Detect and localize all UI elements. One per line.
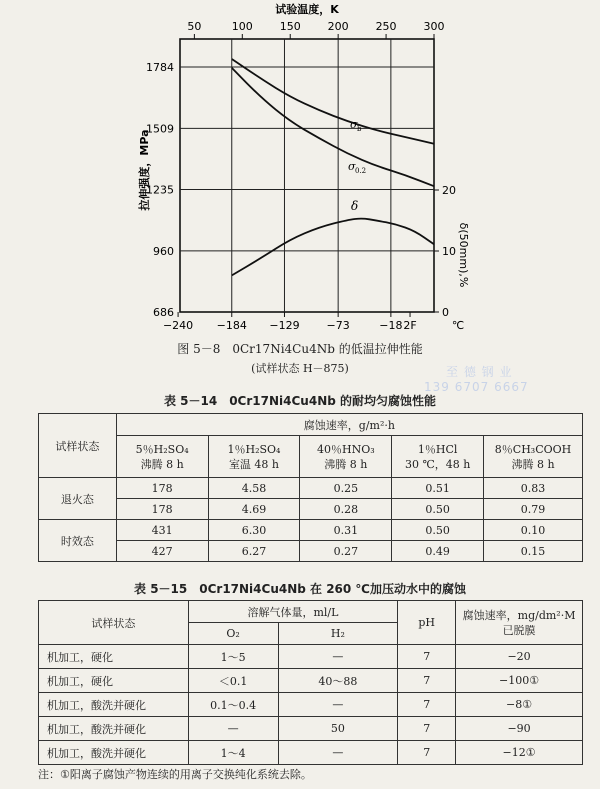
t1-col-medium: 5％H₂SO₄	[135, 442, 189, 456]
t1-value-cell: 4.58	[208, 478, 300, 499]
t1-col-condition: 沸腾 8 h	[140, 457, 184, 471]
t1-value-cell: 0.79	[484, 499, 583, 520]
y-axis-title-left: 拉伸强度，MPa	[138, 129, 151, 211]
x-axis-title-top: 试验温度，K	[275, 3, 339, 16]
t1-value-cell: 0.49	[392, 541, 484, 562]
t1-col-condition: 室温 48 h	[228, 457, 280, 471]
x-tick-label-bottom: −18	[379, 319, 403, 332]
series-label-sigma-b: σ	[350, 118, 358, 131]
series-line-σb	[232, 59, 434, 144]
table-row	[39, 693, 583, 717]
x-tick-label-top: 250	[375, 20, 397, 33]
t1-value-cell: 178	[116, 499, 208, 520]
y-axis-title-right: δ(50mm),%	[457, 222, 470, 288]
table-footnote: 注：①阳离子腐蚀产物连续的用离子交换纯化系统去除。	[38, 768, 312, 781]
t1-value-cell: 0.28	[300, 499, 392, 520]
table-row	[39, 541, 583, 562]
t1-col-medium: 40％HNO₃	[317, 442, 375, 456]
table-row	[39, 669, 583, 693]
t2-value-cell: 1～5	[188, 645, 278, 669]
t1-col-header	[300, 436, 392, 478]
t2-value-cell: —	[278, 645, 398, 669]
t2-header-ph: pH	[398, 601, 456, 645]
series-label-delta: δ	[351, 199, 359, 213]
x-tick-label-top: 100	[231, 20, 253, 33]
t2-header-rate-a: 腐蚀速率，mg/dm²·M	[462, 608, 576, 622]
y-tick-label-left: 960	[153, 244, 174, 258]
t1-value-cell: 0.31	[300, 520, 392, 541]
y-tick-label-right: 10	[442, 245, 456, 258]
t1-value-cell: 0.83	[484, 478, 583, 499]
t1-col-medium: 1％H₂SO₄	[227, 442, 281, 456]
t2-value-cell: 7	[398, 693, 456, 717]
x-tick-label-bottom: −184	[216, 319, 247, 332]
y-tick-label-left: 1784	[146, 61, 174, 74]
series-line-σ0.2	[232, 68, 434, 186]
t2-value-cell: −20	[456, 645, 583, 669]
y-tick-label-right: 0	[442, 306, 449, 319]
t2-header-o2: O₂	[188, 623, 278, 645]
water-corrosion-table	[38, 600, 583, 765]
t1-value-cell: 0.10	[484, 520, 583, 541]
t1-value-cell: 427	[116, 541, 208, 562]
t1-state-cell: 时效态	[39, 520, 117, 562]
x-tick-label-bottom: −240	[162, 319, 194, 332]
t2-value-cell: 7	[398, 669, 456, 693]
x-tick-label-top: 50	[187, 20, 202, 33]
table1-title: 表 5－14 0Cr17Ni4Cu4Nb 的耐均匀腐蚀性能	[163, 394, 437, 408]
t1-value-cell: 431	[116, 520, 208, 541]
t2-value-cell: −100①	[456, 669, 583, 693]
figure-subcaption: (试样状态 H－875)	[251, 362, 349, 375]
t2-value-cell: 7	[398, 741, 456, 765]
table-row	[39, 717, 583, 741]
t2-value-cell: −12①	[456, 741, 583, 765]
t2-header-rate	[456, 601, 583, 645]
t2-value-cell: —	[188, 717, 278, 741]
t1-value-cell: 0.50	[392, 499, 484, 520]
plot-frame	[180, 39, 434, 312]
t1-header-rate: 腐蚀速率，g/m²·h	[116, 414, 582, 436]
table-row	[39, 741, 583, 765]
x-tick-label-top: 150	[279, 20, 301, 33]
t1-value-cell: 178	[116, 478, 208, 499]
tensile-chart	[0, 0, 600, 340]
t1-value-cell: 0.25	[300, 478, 392, 499]
t2-value-cell: 7	[398, 717, 456, 741]
t2-state-cell: 机加工，硬化	[39, 645, 189, 669]
x-unit-bottom: ℃	[451, 319, 465, 332]
t1-value-cell: 0.15	[484, 541, 583, 562]
t1-col-header	[116, 436, 208, 478]
t1-value-cell: 0.27	[300, 541, 392, 562]
y-tick-label-left: 686	[153, 306, 174, 319]
t2-value-cell: —	[278, 741, 398, 765]
t2-value-cell: 1～4	[188, 741, 278, 765]
x-tick-label-bottom: 2F	[403, 319, 417, 332]
t1-header-state: 试样状态	[39, 414, 117, 478]
watermark-line2: 139 6707 6667	[424, 380, 529, 394]
t2-value-cell: −90	[456, 717, 583, 741]
x-tick-label-bottom: −73	[326, 319, 350, 332]
t1-value-cell: 0.51	[392, 478, 484, 499]
t2-state-cell: 机加工，酸洗并硬化	[39, 693, 189, 717]
x-tick-label-bottom: −129	[269, 319, 300, 332]
t2-value-cell: ＜0.1	[188, 669, 278, 693]
table-row	[39, 478, 583, 499]
t2-value-cell: —	[278, 693, 398, 717]
t1-col-condition: 沸腾 8 h	[511, 457, 555, 471]
t1-col-header	[484, 436, 583, 478]
t2-header-rate-b: 已脱膜	[502, 623, 536, 637]
t1-value-cell: 0.50	[392, 520, 484, 541]
y-tick-label-left: 1235	[146, 183, 174, 197]
t1-col-medium: 1％HCl	[417, 442, 458, 456]
table-row	[39, 520, 583, 541]
series-line-δ	[232, 219, 434, 276]
x-tick-label-top: 300	[423, 20, 445, 33]
t2-value-cell: 7	[398, 645, 456, 669]
series-label-sigma-02: σ	[348, 160, 356, 173]
t1-col-condition: 30 ℃，48 h	[404, 457, 471, 471]
t1-col-condition: 沸腾 8 h	[324, 457, 368, 471]
t1-col-header	[208, 436, 300, 478]
t2-header-state: 试样状态	[39, 601, 189, 645]
y-tick-label-right: 20	[442, 184, 456, 197]
watermark-line1: 至 德 钢 业	[446, 365, 513, 379]
t1-value-cell: 6.27	[208, 541, 300, 562]
t2-header-h2: H₂	[278, 623, 398, 645]
t1-value-cell: 4.69	[208, 499, 300, 520]
t2-header-gas: 溶解气体量，ml/L	[188, 601, 398, 623]
table2-title: 表 5－15 0Cr17Ni4Cu4Nb 在 260 ℃加压动水中的腐蚀	[134, 582, 466, 596]
t2-value-cell: −8①	[456, 693, 583, 717]
t1-col-header	[392, 436, 484, 478]
t1-state-cell: 退火态	[39, 478, 117, 520]
corrosion-table	[38, 413, 583, 562]
table-row	[39, 499, 583, 520]
t2-value-cell: 50	[278, 717, 398, 741]
t2-state-cell: 机加工，酸洗并硬化	[39, 741, 189, 765]
y-tick-label-left: 1509	[146, 122, 174, 136]
t1-col-medium: 8％CH₃COOH	[494, 442, 572, 456]
series-label-sigma-02-sub: 0.2	[355, 167, 367, 175]
x-tick-label-top: 200	[327, 20, 349, 33]
t1-value-cell: 6.30	[208, 520, 300, 541]
table-row	[39, 645, 583, 669]
t2-value-cell: 40～88	[278, 669, 398, 693]
figure-caption: 图 5－8 0Cr17Ni4Cu4Nb 的低温拉伸性能	[177, 342, 423, 356]
t2-state-cell: 机加工，酸洗并硬化	[39, 717, 189, 741]
t2-value-cell: 0.1～0.4	[188, 693, 278, 717]
series-label-sigma-b-sub: b	[357, 125, 362, 133]
t2-state-cell: 机加工，硬化	[39, 669, 189, 693]
